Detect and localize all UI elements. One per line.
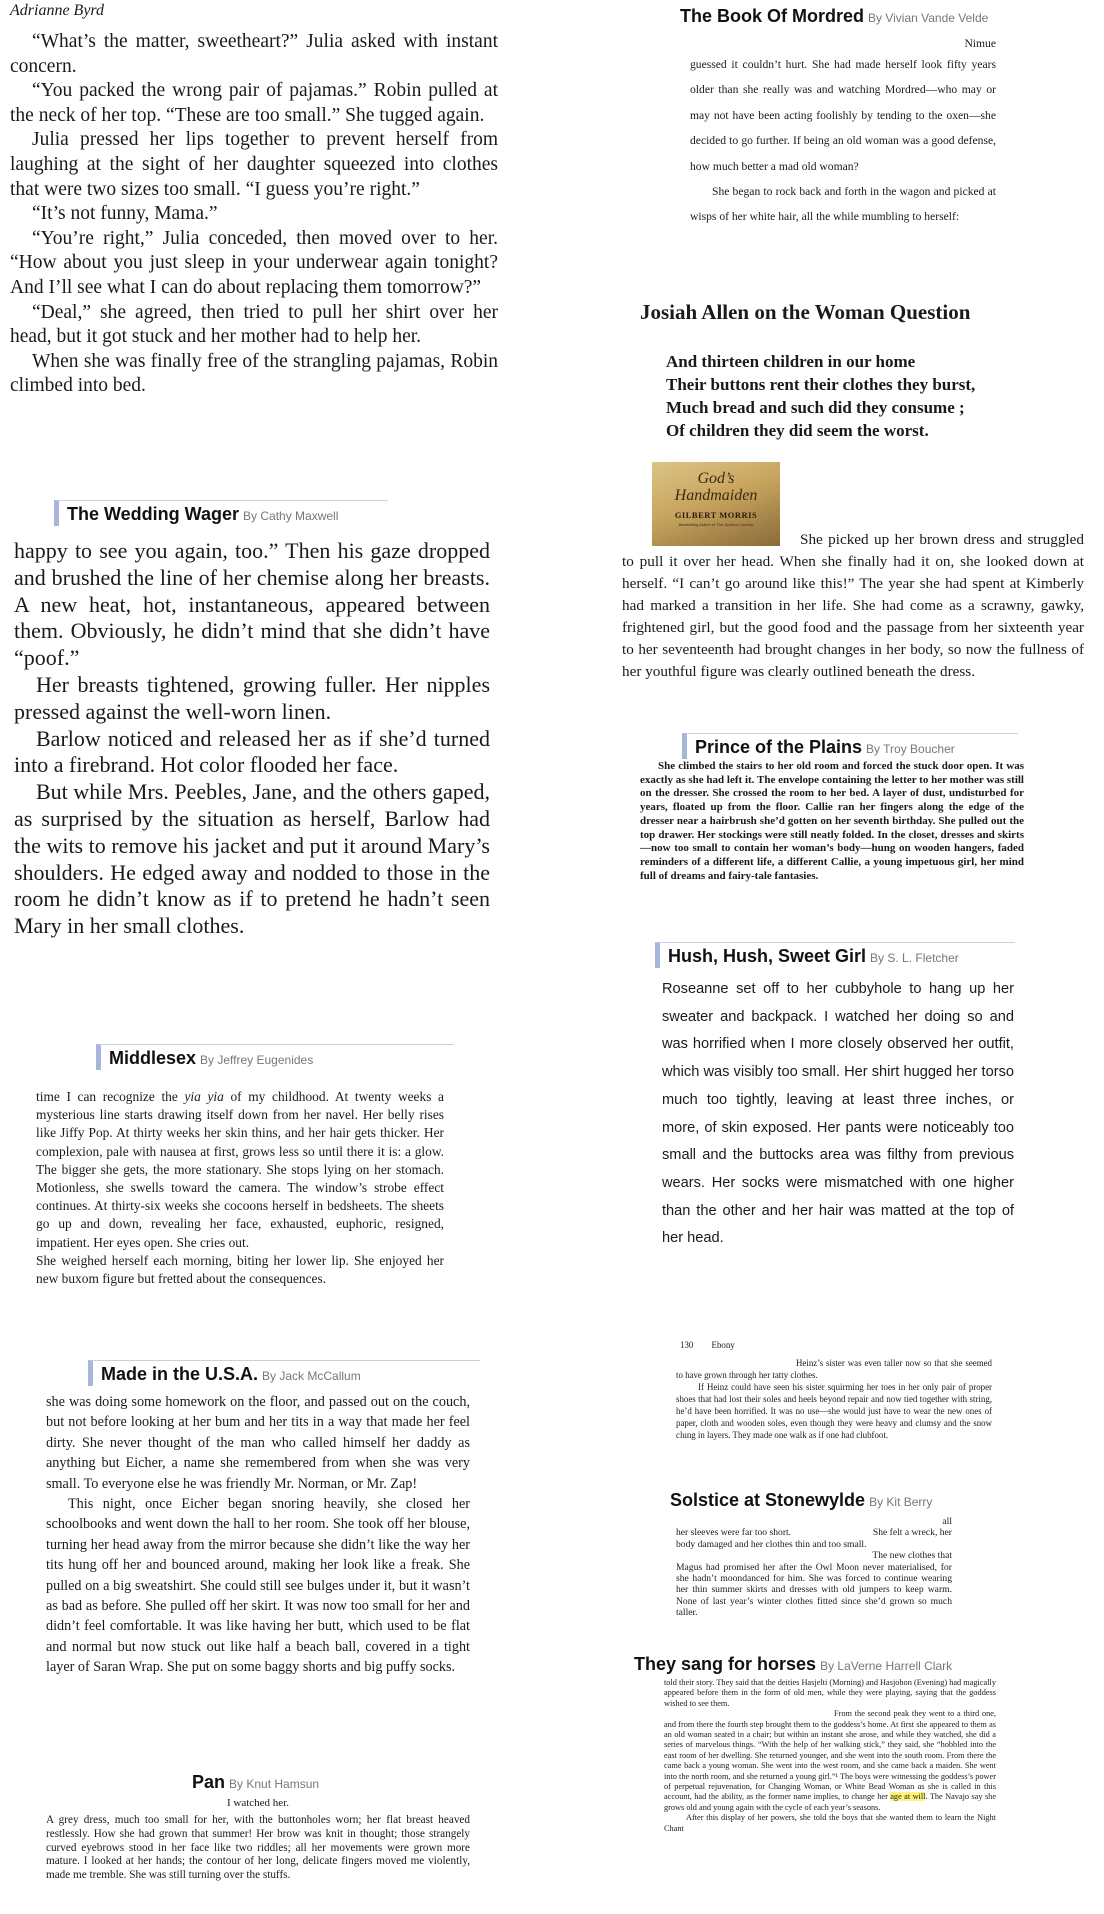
sang-for-horses-excerpt xyxy=(664,1678,996,1834)
section-header-book-of-mordred xyxy=(680,6,1060,27)
middlesex-excerpt xyxy=(36,1088,444,1288)
paragraph: This night, once Eicher began snoring heavily, she closed her schoolbooks and went down the hall to her room. She took off her blouse, turning her head away from the mirror because she didn’t like the way her tits hung off her and bounced around, making her look like a freak. She pulled on a big sweatshirt. She could still see bulges under it, but it wasn’t as bad as before. She pulled off her skirt. It was now too small for her and didn’t feel comfortable. It was like having her butt, which used to be flat and normal but now stuck out like half a beach ball, covered in a tight layer of Saran Wrap. She put on some baggy shorts and big puffy socks. xyxy=(46,1496,470,1676)
section-title: Prince of the Plains xyxy=(695,737,863,757)
poem-line: Of children they did seem the worst. xyxy=(666,421,929,440)
section-title: Pan xyxy=(192,1772,226,1792)
text-line: body damaged and her clothes thin and too small. xyxy=(676,1538,867,1550)
paragraph: Julia pressed her lips together to prevent herself from laughing at the sight of her daughter squeezed into clothes that were two sizes too small. “I guess you’re right.” xyxy=(10,129,498,200)
running-head: Ebony xyxy=(711,1340,735,1350)
highlighted-text: age at will xyxy=(890,1792,926,1802)
paragraph: She weighed herself each morning, biting her lower lip. She enjoyed her new buxom figure but fretted about the consequences. xyxy=(36,1252,444,1287)
section-title: The Wedding Wager xyxy=(67,504,240,524)
section-header-prince-of-the-plains xyxy=(682,733,1018,759)
section-author: By Jack McCallum xyxy=(262,1369,361,1383)
prince-of-the-plains-excerpt: She climbed the stairs to her old room and forced the stuck door open. It was exactly as she had left it. The envelope containing the letter to her mother was still on the dresser. She crossed the room to her bed. A layer of dust, undisturbed for years, floated up from the floor. Callie ran her fingers along the edge of the dresser near a hairbrush she’d gotten on her seventh birthday. She pulled out the top drawer. Her stockings were still neatly folded. In the closet, dresses and skirts—now too small to contain her woman’s body—hung on wooden hangers, faded reminders of a different life, a different Callie, a young impetuous girl, her mind full of dreams and fairy-tale fantasies. xyxy=(640,760,1024,882)
paragraph: Barlow noticed and released her as if she’d turned into a firebrand. Hot color flooded her face. xyxy=(14,725,490,778)
paragraph: Heinz’s sister was even taller now so that she seemed to have grown through her tatty clothes. xyxy=(676,1358,992,1380)
section-title: Middlesex xyxy=(109,1048,197,1068)
pan-excerpt: A grey dress, much too small for her, with the buttonholes worn; her flat breast heaved restlessly. How she had grown that summer! Her brow was knit in thought; those strangely curved eyebrows stood in her face like two riddles; all her movements were grown more mature. I looked at her hands; the contour of her long, delicate fingers moved me violently, made me tremble. She was still turning over the stuffs. xyxy=(46,1814,470,1882)
section-author: By Cathy Maxwell xyxy=(243,509,339,523)
paragraph: If Heinz could have seen his sister squirming her toes in her only pair of proper shoes that had lost their soles and heels beyond repair and now tied together with string, he’d have been horrified. It was no use—she would just have to wear the new ones of paper, cloth and wooden soles, even though they were heavy and clumsy and the snow clung in layers. They made one walk as if one had clubfoot. xyxy=(676,1382,992,1440)
paragraph: time I can recognize the yia yia of my childhood. At twenty weeks a mysterious line starts drawing itself down from her navel. Her belly rises like Jiffy Pop. At thirty weeks her skin thins, and her hair gets thicker. Her complexion, pale with nausea at first, grows less so until there it is: a glow. The bigger she gets, the more stationary. She stops lying on her stomach. Motionless, she swells toward the camera. The window’s strobe effect continues. At thirty-six weeks she cocoons herself in bedsheets. The sheets go up and down, revealing her face, exhausted, euphoric, resigned, impatient. Her eyes open. She cries out. xyxy=(36,1089,444,1250)
section-header-pan xyxy=(192,1772,422,1793)
paragraph: “Deal,” she agreed, then tried to pull her shirt over her head, but it got stuck and her mother had to help her. xyxy=(10,301,498,348)
paragraph: guessed it couldn’t hurt. She had made herself look fifty years older than she really was and watching Mordred—who may or may not have been acting foolishly by tending to the oxen—she decided to go further. If being an old woman was a good defense, how much better a mad old woman? xyxy=(690,58,996,173)
section-header-josiah-allen: Josiah Allen on the Woman Question xyxy=(640,300,971,324)
book-of-mordred-excerpt xyxy=(690,36,996,230)
paragraph: she was doing some homework on the floor, and passed out on the couch, but not before looking at her bum and her tits in a way that made her feel dirty. She never thought of the man who called himself her daddy as anything but Eicher, a name she remembered from when she was very small. To everyone else he was friendly Mr. Norman, or Mr. Zap! xyxy=(46,1394,470,1492)
section-author: By Vivian Vande Velde xyxy=(868,11,989,25)
cover-tagline: Bestselling Author of The Spoken Country xyxy=(678,522,754,527)
section-author: By LaVerne Harrell Clark xyxy=(820,1659,953,1673)
paragraph: “You’re right,” Julia conceded, then moved over to her. “How about you just sleep in your underwear again tonight? And I’ll see what I can do about replacing them tomorrow?” xyxy=(10,227,498,298)
paragraph: From the second peak they went to a third one, and from there the fourth step brought them to the goddess’s home. At first she appeared to them as an old woman seated in a chair; but within an instant she arose, and while they watched, she did a series of marvelous things. “With the help of her walking stick,” they said, she “hobbled into the east room of her dwelling. She returned younger, and she went into the south room. From there the came back a young woman. She went into the west room, and she came back a maiden. She went into the north room, and she returned a young girl.”¹ The boys were witnessing the goddess’s power of perpetual rejuvenation, for Changing Woman, or White Bead Woman as she is called in this account, had the ability, as the former name implies, to change her age at will. The Navajo say she grows old and young again with the cycle of each year’s seasons. xyxy=(664,1709,997,1812)
poem-line: And thirteen children in our home xyxy=(666,352,916,371)
solstice-excerpt xyxy=(676,1516,952,1619)
text-line: her sleeves were far too short. She felt a wreck, her xyxy=(676,1527,952,1539)
pan-subhead: I watched her. xyxy=(227,1797,289,1809)
running-head: Adrianne Byrd xyxy=(10,2,105,19)
paragraph: “You packed the wrong pair of pajamas.” Robin pulled at the neck of her top. “These are too small.” She tugged again. xyxy=(10,80,498,126)
made-in-usa-excerpt xyxy=(46,1392,470,1678)
paragraph: She began to rock back and forth in the wagon and picked at wisps of her white hair, all the while mumbling to herself: xyxy=(690,185,996,224)
section-title: Hush, Hush, Sweet Girl xyxy=(668,946,867,966)
section-author: By Knut Hamsun xyxy=(229,1777,320,1791)
section-author: By S. L. Fletcher xyxy=(870,951,959,965)
cover-title: God’s Handmaiden xyxy=(674,470,758,504)
text-line: The new clothes that xyxy=(872,1550,952,1562)
hush-hush-excerpt: Roseanne set off to her cubbyhole to hang up her sweater and backpack. I watched her doing so and was horrified when I more closely observed her outfit, which was visibly too small. Her shirt hugged her torso much too tightly, leaving at least three inches, or more, of skin exposed. Her pants were noticeably too small and the buttocks area was filthy from previous wears. Her socks were mismatched with one higher than the other and her hair was matted at the top of her head. xyxy=(662,981,1014,1247)
page-number: 130 xyxy=(680,1340,694,1350)
cover-author: GILBERT MORRIS xyxy=(674,510,758,520)
ebony-excerpt xyxy=(676,1339,992,1441)
gods-handmaiden-excerpt xyxy=(622,529,1084,683)
paragraph: When she was finally free of the strangling pajamas, Robin climbed into bed. xyxy=(10,350,498,397)
wedding-wager-excerpt xyxy=(14,538,490,940)
josiah-allen-poem xyxy=(666,350,1066,442)
paragraph: “It’s not funny, Mama.” xyxy=(32,203,218,225)
byrd-excerpt xyxy=(10,2,498,399)
section-author: By Kit Berry xyxy=(869,1495,933,1509)
section-header-sang-for-horses xyxy=(634,1654,1074,1675)
paragraph: But while Mrs. Peebles, Jane, and the others gaped, as surprised by the situation as herself, Barlow had the wits to remove his jacket and put it around Mary’s shoulders. He edged away and nodded to those in the room he didn’t know as if to pretend he hadn’t seen Mary in her small clothes. xyxy=(14,779,490,939)
paragraph: Magus had promised her after the Owl Moon never materialised, for she hadn’t moondanced for him. She was forced to continue wearing her thin summer skirts and dresses with old jumpers to keep warm. None of last year’s winter clothes fitted since she’d grown so much taller. xyxy=(676,1561,952,1619)
section-header-wedding-wager xyxy=(54,500,388,526)
section-header-solstice xyxy=(670,1490,1050,1511)
paragraph: happy to see you again, too.” Then his gaze dropped and brushed the line of her chemise along her breasts. A new heat, hot, instantaneous, appeared between them. Obviously, he didn’t mind that she didn’t have “poof.” xyxy=(14,538,490,671)
paragraph: “What’s the matter, sweetheart?” Julia asked with instant concern. xyxy=(10,31,498,77)
paragraph: After this display of her powers, she told the boys that she wanted them to learn the Night Chant xyxy=(664,1813,996,1833)
poem-line: Their buttons rent their clothes they burst, xyxy=(666,375,976,394)
poem-line: Much bread and such did they consume ; xyxy=(666,398,965,417)
text-fragment: all xyxy=(942,1516,952,1527)
section-header-made-in-usa xyxy=(88,1360,480,1386)
section-title: They sang for horses xyxy=(634,1654,817,1674)
section-title: Solstice at Stonewylde xyxy=(670,1490,866,1510)
speaker-label: Nimue xyxy=(964,37,996,50)
section-header-middlesex xyxy=(96,1044,454,1070)
section-author: By Troy Boucher xyxy=(866,742,955,756)
emphasis: yia yia xyxy=(184,1089,224,1104)
page-header xyxy=(676,1339,992,1351)
paragraph: told their story. They said that the deities Hasjelti (Morning) and Hasjohon (Evening) had magically appeared before them in the form of old men, while they were playing, saying that the goddess wished to see them. xyxy=(664,1678,996,1708)
section-header-hush-hush xyxy=(655,942,1015,968)
paragraph: She picked up her brown dress and struggled to pull it over her head. When she finally had it on, she looked down at herself. “I can’t go around like this!” The year she had spent at Kimberly had marked a transition in her life. She had come as a scrawny, gawky, frightened girl, but the good food and the passage from her sixteenth year to her seventeenth had brought changes in her body, so now the fullness of her youthful figure was clearly outlined beneath the dress. xyxy=(622,531,1084,680)
section-title: The Book Of Mordred xyxy=(680,6,864,26)
section-title: Made in the U.S.A. xyxy=(101,1364,259,1384)
paragraph: Her breasts tightened, growing fuller. Her nipples pressed against the well-worn linen. xyxy=(14,671,490,724)
section-author: By Jeffrey Eugenides xyxy=(200,1053,314,1067)
